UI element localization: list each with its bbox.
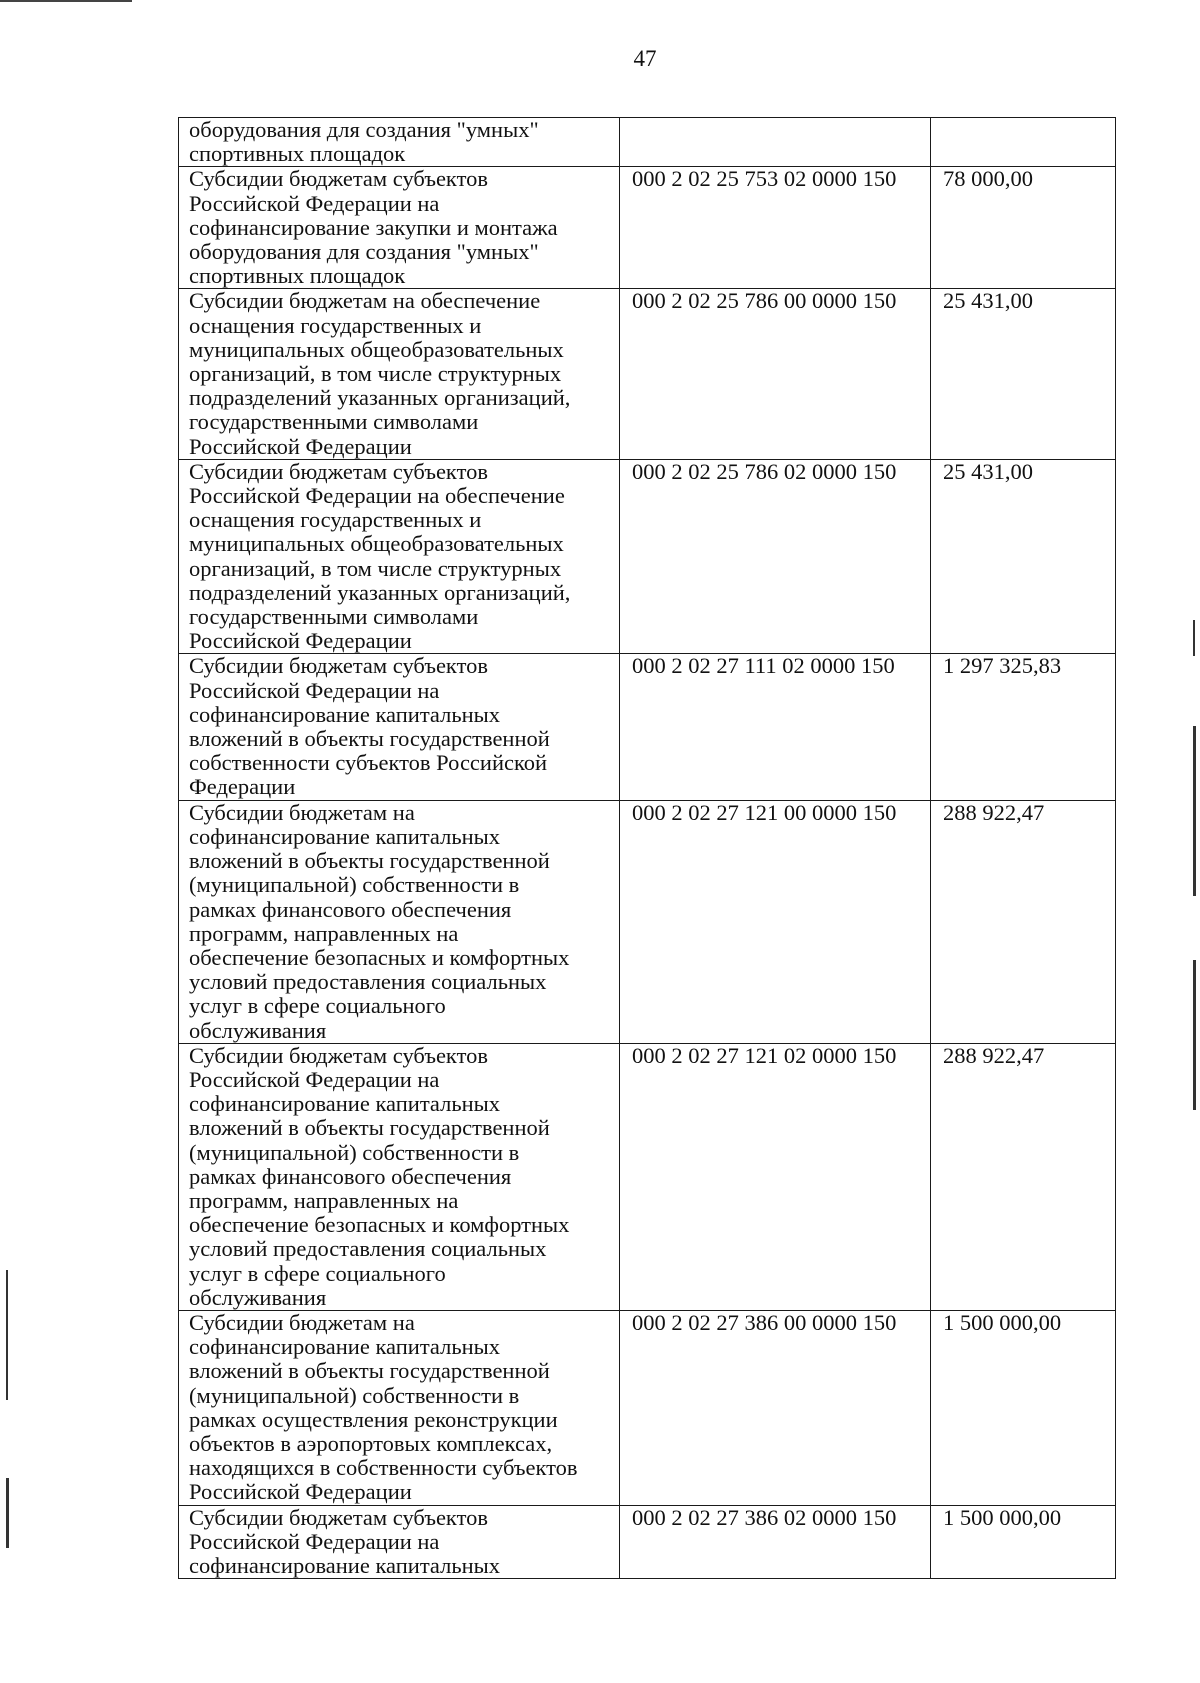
revenue-name-line: объектов в аэропортовых комплексах, <box>189 1430 553 1456</box>
revenue-name-line: рамках финансового обеспечения <box>189 896 512 922</box>
revenue-name-line: Субсидии бюджетам на <box>189 799 415 825</box>
revenue-name-line: Субсидии бюджетам субъектов <box>189 653 488 679</box>
revenue-name-line: Субсидии бюджетам субъектов <box>189 166 488 192</box>
revenue-name-line: организаций, в том числе структурных <box>189 361 562 387</box>
revenue-name-cell <box>179 1505 620 1579</box>
scan-mark <box>1193 726 1196 896</box>
revenue-name-line: условий предоставления социальных <box>189 969 547 995</box>
revenue-name-line: Российской Федерации <box>189 433 412 459</box>
amount-cell <box>931 118 1116 167</box>
revenue-name-line: Российской Федерации на <box>189 1066 440 1092</box>
amount-cell: 78 000,00 <box>931 167 1116 289</box>
table-row <box>179 289 1116 459</box>
revenue-name-line: Субсидии бюджетам субъектов <box>189 458 488 484</box>
revenue-name-cell <box>179 1043 620 1310</box>
revenue-name-line: (муниципальной) собственности в <box>189 1139 520 1165</box>
revenue-name-cell <box>179 654 620 800</box>
budget-code-cell: 000 2 02 25 753 02 0000 150 <box>620 167 931 289</box>
revenue-name-line: софинансирование капитальных <box>189 701 501 727</box>
revenue-name-line: программ, направленных на <box>189 1187 459 1213</box>
amount-cell: 1 500 000,00 <box>931 1310 1116 1505</box>
revenue-name-line: Федерации <box>189 774 296 800</box>
amount-cell: 288 922,47 <box>931 1043 1116 1310</box>
revenue-name-line: вложений в объекты государственной <box>189 848 550 874</box>
revenue-name-line: услуг в сфере социального <box>189 1260 446 1286</box>
revenue-name-line: софинансирование закупки и монтажа <box>189 214 558 240</box>
revenue-name-line: Российской Федерации <box>189 628 412 654</box>
scan-mark <box>6 1478 9 1548</box>
revenue-name-line: Российской Федерации на обеспечение <box>189 483 565 509</box>
budget-code-cell: 000 2 02 27 121 02 0000 150 <box>620 1043 931 1310</box>
revenue-name-line: софинансирование капитальных <box>189 1334 501 1360</box>
revenue-name-line: Субсидии бюджетам на обеспечение <box>189 288 541 314</box>
revenue-name-line: подразделений указанных организаций, <box>189 385 571 411</box>
revenue-name-line: софинансирование капитальных <box>189 1552 501 1578</box>
revenue-name-line: оснащения государственных и <box>189 312 482 338</box>
page-number: 47 <box>633 46 657 71</box>
revenue-name-line: находящихся в собственности субъектов <box>189 1455 578 1481</box>
revenue-name-cell <box>179 800 620 1043</box>
revenue-name-line: программ, направленных на <box>189 920 459 946</box>
revenue-name-line: Субсидии бюджетам на <box>189 1309 415 1335</box>
table-row <box>179 654 1116 800</box>
table-row <box>179 167 1116 289</box>
revenue-name-line: вложений в объекты государственной <box>189 726 550 752</box>
budget-code-cell: 000 2 02 27 121 00 0000 150 <box>620 800 931 1043</box>
table-row <box>179 118 1116 167</box>
revenue-name-line: вложений в объекты государственной <box>189 1358 550 1384</box>
revenue-name-line: обеспечение безопасных и комфортных <box>189 944 570 970</box>
revenue-name-line: условий предоставления социальных <box>189 1236 547 1262</box>
table-row <box>179 1043 1116 1310</box>
revenue-name-cell <box>179 118 620 167</box>
amount-cell: 1 500 000,00 <box>931 1505 1116 1579</box>
table-row <box>179 1310 1116 1505</box>
amount-cell: 1 297 325,83 <box>931 654 1116 800</box>
revenue-name-line: обслуживания <box>189 1017 327 1043</box>
revenue-name-line: рамках финансового обеспечения <box>189 1163 512 1189</box>
budget-revenue-table <box>178 117 1116 1579</box>
revenue-name-line: Российской Федерации на <box>189 1528 440 1554</box>
table-body <box>179 118 1116 1579</box>
revenue-name-line: софинансирование капитальных <box>189 823 501 849</box>
revenue-name-line: оборудования для создания "умных" <box>189 117 539 142</box>
revenue-name-line: спортивных площадок <box>189 141 406 167</box>
scan-mark <box>6 1270 8 1400</box>
revenue-name-line: оборудования для создания "умных" <box>189 239 539 265</box>
revenue-name-cell <box>179 289 620 459</box>
revenue-name-line: обслуживания <box>189 1284 327 1310</box>
revenue-name-cell <box>179 459 620 654</box>
table-row <box>179 800 1116 1043</box>
budget-code-cell: 000 2 02 27 386 00 0000 150 <box>620 1310 931 1505</box>
revenue-name-line: собственности субъектов Российской <box>189 750 548 776</box>
revenue-name-line: Российской Федерации <box>189 1479 412 1505</box>
revenue-name-line: Российской Федерации на <box>189 190 440 216</box>
budget-code-cell: 000 2 02 27 386 02 0000 150 <box>620 1505 931 1579</box>
budget-code-cell: 000 2 02 25 786 00 0000 150 <box>620 289 931 459</box>
revenue-name-line: (муниципальной) собственности в <box>189 872 520 898</box>
revenue-name-line: муниципальных общеобразовательных <box>189 336 564 362</box>
revenue-name-cell <box>179 1310 620 1505</box>
scan-mark <box>1193 960 1196 1110</box>
revenue-name-line: муниципальных общеобразовательных <box>189 531 564 557</box>
revenue-name-line: рамках осуществления реконструкции <box>189 1406 558 1432</box>
revenue-name-cell <box>179 167 620 289</box>
revenue-name-line: организаций, в том числе структурных <box>189 555 562 581</box>
revenue-name-line: услуг в сфере социального <box>189 993 446 1019</box>
revenue-name-line: (муниципальной) собственности в <box>189 1382 520 1408</box>
table-row <box>179 459 1116 654</box>
scan-mark <box>1193 620 1195 656</box>
revenue-name-line: государственными символами <box>189 409 479 435</box>
amount-cell: 25 431,00 <box>931 289 1116 459</box>
table-row <box>179 1505 1116 1579</box>
revenue-name-line: спортивных площадок <box>189 263 406 289</box>
revenue-name-line: Российской Федерации на <box>189 677 440 703</box>
revenue-name-line: оснащения государственных и <box>189 507 482 533</box>
scan-edge-line <box>0 0 132 2</box>
revenue-name-line: Субсидии бюджетам субъектов <box>189 1042 488 1068</box>
revenue-name-line: государственными символами <box>189 604 479 630</box>
amount-cell: 25 431,00 <box>931 459 1116 654</box>
revenue-name-line: Субсидии бюджетам субъектов <box>189 1504 488 1530</box>
budget-code-cell: 000 2 02 27 111 02 0000 150 <box>620 654 931 800</box>
amount-cell: 288 922,47 <box>931 800 1116 1043</box>
revenue-name-line: вложений в объекты государственной <box>189 1115 550 1141</box>
budget-code-cell: 000 2 02 25 786 02 0000 150 <box>620 459 931 654</box>
budget-code-cell <box>620 118 931 167</box>
revenue-name-line: софинансирование капитальных <box>189 1091 501 1117</box>
revenue-name-line: обеспечение безопасных и комфортных <box>189 1212 570 1238</box>
revenue-name-line: подразделений указанных организаций, <box>189 579 571 605</box>
